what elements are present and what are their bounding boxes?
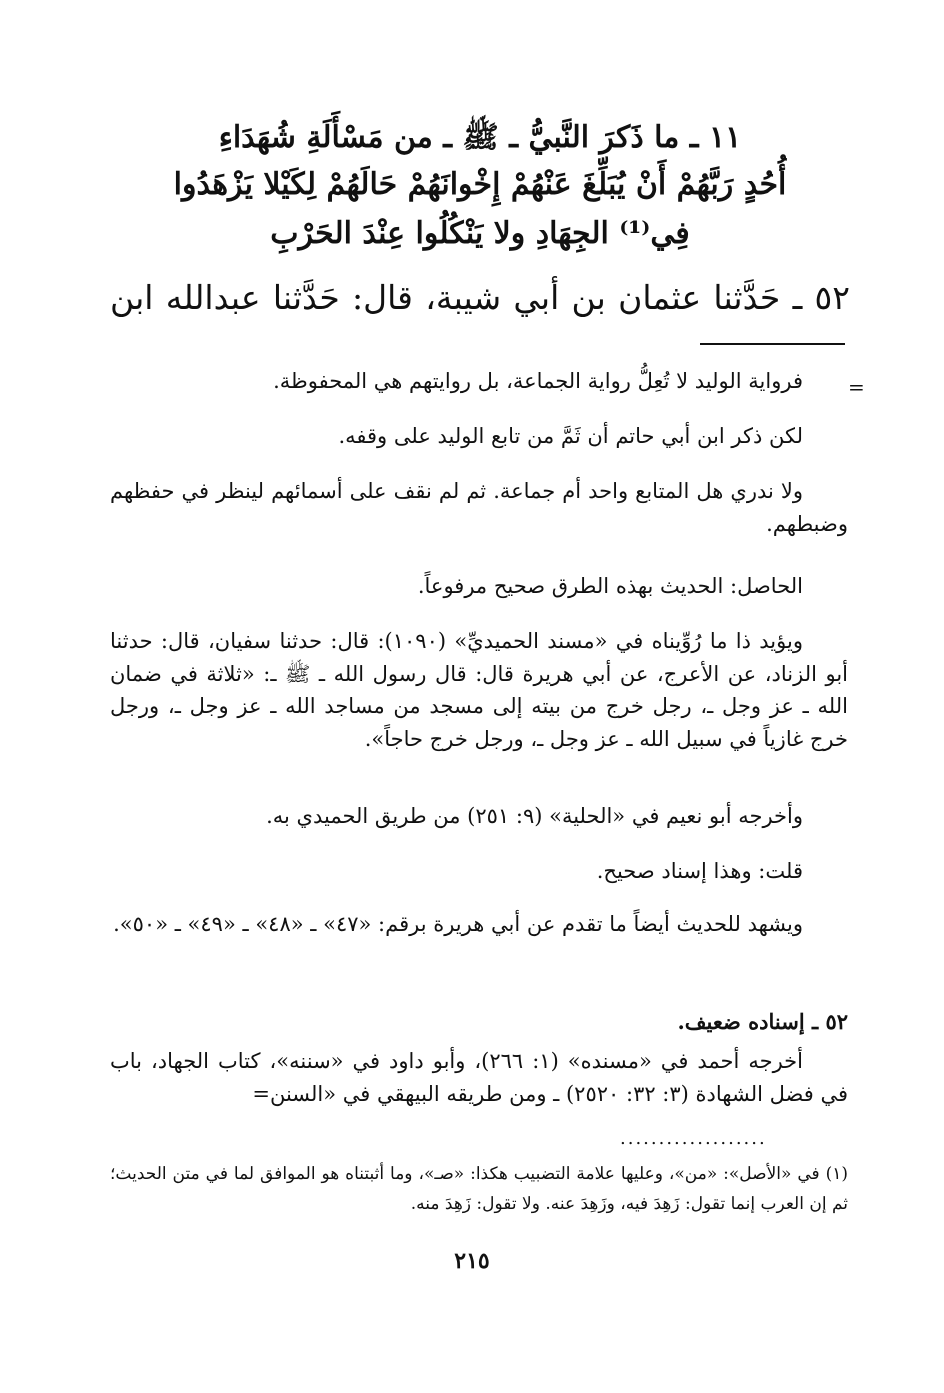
commentary-paragraph-2: لكن ذكر ابن أبي حاتم أن ثَمَّ من تابع الوليد على وقفه. xyxy=(338,424,803,448)
commentary-paragraph-7: قلت: وهذا إسناد صحيح. xyxy=(596,859,803,883)
grading-heading: ٥٢ ـ إسناده ضعيف. xyxy=(677,1009,848,1034)
hadith-opening: ٥٢ ـ حَدَّثنا عثمان بن أبي شيبة، قال: حَدَّثنا عبدالله ابن xyxy=(110,278,850,317)
commentary-paragraph-3: ولا ندري هل المتابع واحد أم جماعة. ثم لم نقف على أسمائهم لينظر في حفظهم وضبطهم. xyxy=(110,479,848,536)
page-number: ٢١٥ xyxy=(454,1248,490,1274)
chapter-title-line-2: أُحُدٍ رَبَّهُمْ أَنْ يُبَلِّغَ عَنْهُمْ إِخْوانَهُمْ حَالَهُمْ لِكَيْلا يَزْهَدُوا xyxy=(173,167,787,202)
chapter-title-line-3: فِي⁽¹⁾ الجِهَادِ ولا يَنْكُلُوا عِنْدَ الحَرْبِ xyxy=(270,216,690,251)
commentary-paragraph-5: ويؤيد ذا ما رُوِّيناه في «مسند الحميديِّ» (١٠٩٠): قال: حدثنا سفيان، قال: حدثنا أبو الزناد، عن الأعرج، عن أبي هريرة قال: قال رسول الله ـ ﷺ ـ: «ثلاثة في ضمان الله ـ عز وجل ـ، رجل خرج من بيته إلى مسجد من مساجد الله ـ عز وجل ـ، ورجل خرج غازياً في سبيل الله ـ عز وجل ـ، ورجل خرج حاجاً». xyxy=(110,629,848,751)
commentary-paragraph-8: ويشهد للحديث أيضاً ما تقدم عن أبي هريرة برقم: «٤٧» ـ «٤٨» ـ «٤٩» ـ «٥٠». xyxy=(113,912,803,936)
commentary-paragraph-1: فرواية الوليد لا تُعِلُّ رواية الجماعة، بل روايتهم هي المحفوظة. xyxy=(273,369,803,393)
continuation-mark: = xyxy=(848,375,865,399)
footnote-separator-rule xyxy=(700,343,845,345)
footnote-1: (١) في «الأصل»: «من»، وعليها علامة التضبيب هكذا: «صـ»، وما أثبتناه هو الموافق لما في متن الحديث؛ ثم إن العرب إنما تقول: زَهِدَ فيه، وزَهِدَ عنه. ولا تقول: زَهِدَ منه. xyxy=(110,1164,848,1214)
grading-text: أخرجه أحمد في «مسنده» (١: ٢٦٦)، وأبو داود في «سننه»، كتاب الجهاد، باب في فضل الشهادة (٣: ٣٢: ٢٥٢٠) ـ ومن طريقه البيهقي في «السنن= xyxy=(110,1049,848,1106)
chapter-title-line-1: ١١ ـ ما ذَكرَ النَّبيُّ ـ ﷺ ـ من مَسْأَلَةِ شُهَدَاءِ xyxy=(218,120,742,155)
dotted-separator: ................... xyxy=(620,1128,767,1149)
commentary-paragraph-4: الحاصل: الحديث بهذه الطرق صحيح مرفوعاً. xyxy=(417,574,803,598)
commentary-paragraph-6: وأخرجه أبو نعيم في «الحلية» (٩: ٢٥١) من طريق الحميدي به. xyxy=(266,804,803,828)
